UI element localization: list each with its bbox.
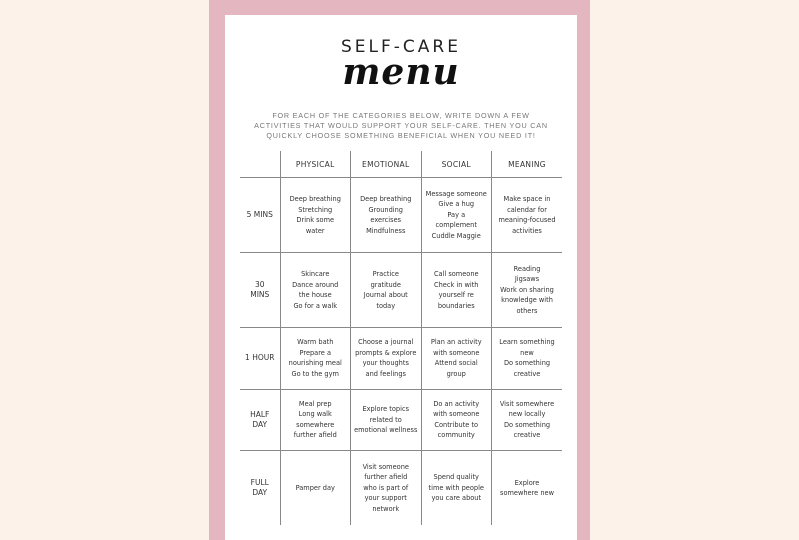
table-cell: Spend quality time with people you care about bbox=[421, 451, 492, 526]
table-cell: Warm bath Prepare a nourishing meal Go to the gym bbox=[280, 328, 351, 389]
menu-card bbox=[225, 15, 577, 540]
table-cell: Visit someone further afield who is part of your support network bbox=[351, 451, 422, 526]
table-cell: Reading Jigsaws Work on sharing knowledge with others bbox=[492, 253, 563, 328]
header-row bbox=[240, 151, 562, 178]
self-care-table bbox=[240, 151, 562, 525]
table-cell: Choose a journal prompts & explore your thoughts and feelings bbox=[351, 328, 422, 389]
table-cell: Deep breathing Stretching Drink some water bbox=[280, 178, 351, 253]
table-cell: Skincare Dance around the house Go for a walk bbox=[280, 253, 351, 328]
table-cell: Message someone Give a hug Pay a complement Cuddle Maggie bbox=[421, 178, 492, 253]
table-cell: Deep breathing Grounding exercises Mindfulness bbox=[351, 178, 422, 253]
table-cell: Explore somewhere new bbox=[492, 451, 563, 526]
table-cell: Learn something new Do something creative bbox=[492, 328, 563, 389]
table-cell: Plan an activity with someone Attend social group bbox=[421, 328, 492, 389]
row-header-half-day: HALF DAY bbox=[240, 389, 280, 450]
table-cell: Pamper day bbox=[280, 451, 351, 526]
table-cell: Meal prep Long walk somewhere further afield bbox=[280, 389, 351, 450]
col-header-meaning: MEANING bbox=[492, 151, 563, 178]
corner-cell bbox=[240, 151, 280, 178]
row-header-full-day: FULL DAY bbox=[240, 451, 280, 526]
table-row bbox=[240, 253, 562, 328]
row-header-1-hour: 1 HOUR bbox=[240, 328, 280, 389]
col-header-physical: PHYSICAL bbox=[280, 151, 351, 178]
col-header-emotional: EMOTIONAL bbox=[351, 151, 422, 178]
table-row bbox=[240, 178, 562, 253]
row-header-5-mins: 5 MINS bbox=[240, 178, 280, 253]
intro-text: FOR EACH OF THE CATEGORIES BELOW, WRITE DOWN A FEW ACTIVITIES THAT WOULD SUPPORT YOUR SELF-CARE. THEN YOU CAN QUICKLY CHOOSE SOMETHING BENEFICIAL WHEN YOU NEED IT! bbox=[254, 111, 548, 140]
row-header-30-mins: 30 MINS bbox=[240, 253, 280, 328]
table-row bbox=[240, 451, 562, 526]
table-cell: Explore topics related to emotional wellness bbox=[351, 389, 422, 450]
table-cell: Do an activity with someone Contribute to community bbox=[421, 389, 492, 450]
table-cell: Practice gratitude Journal about today bbox=[351, 253, 422, 328]
table-cell: Visit somewhere new locally Do something creative bbox=[492, 389, 563, 450]
col-header-social: SOCIAL bbox=[421, 151, 492, 178]
table-cell: Make space in calendar for meaning-focused activities bbox=[492, 178, 563, 253]
title-self-care: SELF-CARE bbox=[341, 37, 461, 57]
table-row bbox=[240, 328, 562, 389]
title-menu: menu bbox=[342, 51, 460, 93]
table-row bbox=[240, 389, 562, 450]
table-cell: Call someone Check in with yourself re boundaries bbox=[421, 253, 492, 328]
